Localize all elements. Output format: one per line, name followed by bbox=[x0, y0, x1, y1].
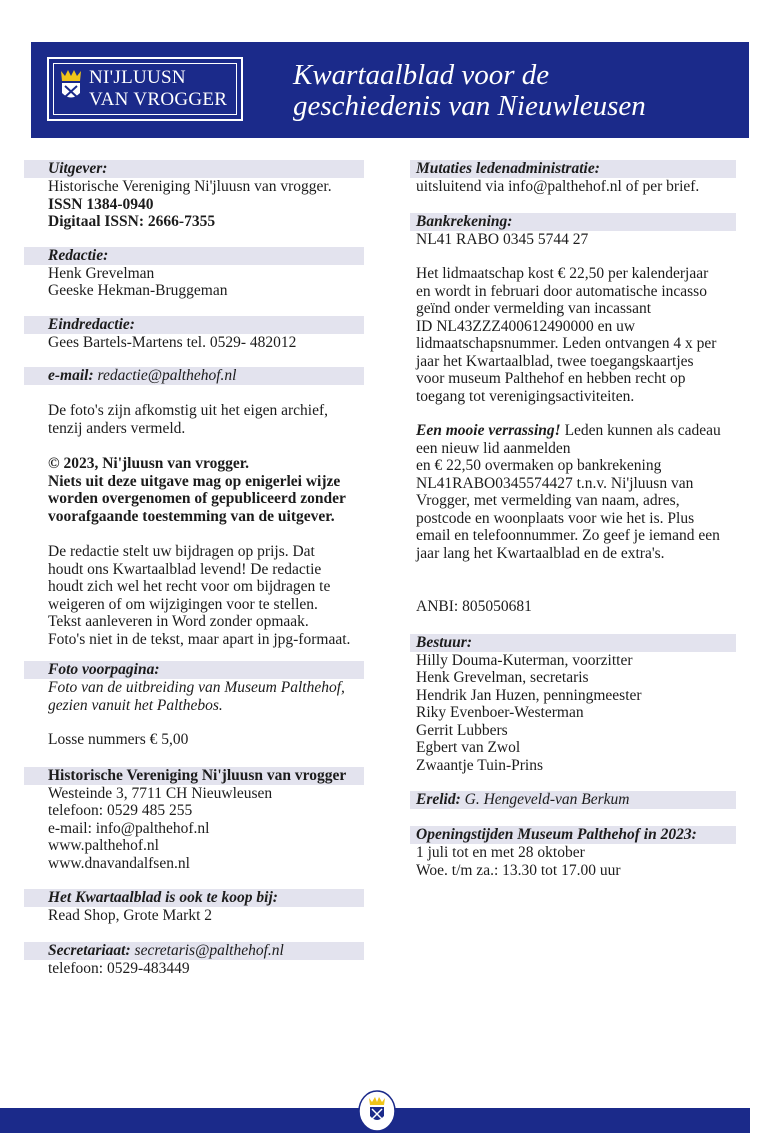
lidmaatschap-text bbox=[410, 265, 736, 405]
copyright-line: Niets uit deze uitgave mag op enigerlei wijze bbox=[48, 472, 341, 490]
crest-icon bbox=[358, 1090, 396, 1132]
verrassing-line: Leden kunnen als cadeau bbox=[560, 422, 721, 439]
redactie-text-line: De redactie stelt uw bijdragen op prijs. Dat bbox=[48, 543, 315, 560]
website-link[interactable]: www.palthehof.nl bbox=[48, 837, 159, 854]
copyright-line: © 2023, Ni'jluusn van vrogger. bbox=[48, 455, 250, 472]
fotos-line: tenzij anders vermeld. bbox=[48, 419, 186, 437]
koop-text: Read Shop, Grote Markt 2 bbox=[48, 907, 213, 924]
copyright-line: voorafgaande toestemming van de uitgever. bbox=[48, 507, 335, 525]
mutaties-text: uitsluitend via info@palthehof.nl of per brief. bbox=[416, 178, 700, 195]
erelid-label: Erelid: bbox=[416, 791, 461, 808]
issn: ISSN 1384-0940 bbox=[48, 195, 154, 213]
bank-text: NL41 RABO 0345 5744 27 bbox=[416, 230, 589, 248]
verrassing-text bbox=[410, 422, 736, 562]
email-label: e-mail: bbox=[48, 367, 94, 384]
redactie-text bbox=[24, 543, 364, 648]
redactie-text-line: houdt zich wel het recht voor om bijdragen te bbox=[48, 578, 331, 595]
anbi-number: ANBI: 805050681 bbox=[416, 598, 532, 615]
logo-line-1: NI'JLUUSN bbox=[89, 67, 186, 88]
erelid-value: G. Hengeveld-van Berkum bbox=[464, 791, 630, 808]
verrassing-line: postcode en woonplaats voor wie het is. Plus bbox=[416, 509, 695, 527]
title-line-2: geschiedenis van Nieuwleusen bbox=[293, 90, 646, 122]
bestuur-member: Henk Grevelman, secretaris bbox=[416, 669, 589, 686]
email-row bbox=[24, 367, 364, 385]
bestuur-label: Bestuur: bbox=[410, 634, 736, 652]
secretariaat-email[interactable]: secretaris@palthehof.nl bbox=[134, 941, 284, 959]
title-line-1: Kwartaalblad voor de bbox=[293, 59, 550, 91]
bestuur-member: Riky Evenboer-Westerman bbox=[416, 704, 584, 721]
verrassing-line: Vrogger, met vermelding van naam, adres, bbox=[416, 492, 680, 509]
redactie-body bbox=[24, 265, 364, 300]
mutaties-label: Mutaties ledenadministratie: bbox=[410, 160, 736, 178]
bestuur-member: Hilly Douma-Kuterman, voorzitter bbox=[416, 651, 633, 669]
losse-nummers: Losse nummers € 5,00 bbox=[48, 731, 189, 748]
vereniging-address bbox=[24, 785, 364, 873]
verrassing-line: en € 22,50 overmaken op bankrekening bbox=[416, 457, 662, 474]
secretariaat-label: Secretariaat: bbox=[48, 941, 131, 959]
koop-label: Het Kwartaalblad is ook te koop bij: bbox=[24, 889, 364, 907]
logo-line-2: VAN VROGGER bbox=[89, 89, 228, 110]
digitaal-issn: Digitaal ISSN: 2666-7355 bbox=[48, 213, 216, 230]
left-column bbox=[24, 160, 364, 977]
uitgever-line: Historische Vereniging Ni'jluusn van vrogger. bbox=[48, 178, 332, 195]
foto-voorpagina-text bbox=[24, 679, 364, 714]
bestuur-member: Egbert van Zwol bbox=[416, 739, 521, 756]
phone-line: telefoon: 0529 485 255 bbox=[48, 802, 193, 819]
redactie-name: Geeske Hekman-Bruggeman bbox=[48, 282, 228, 299]
verrassing-line: email en telefoonnummer. Zo geef je iemand een bbox=[416, 527, 720, 544]
verrassing-line: NL41RABO0345574427 t.n.v. Ni'jluusn van bbox=[416, 474, 694, 492]
foto-voorpagina-line: gezien vanuit het Palthebos. bbox=[48, 696, 223, 714]
verrassing-line: een nieuw lid aanmelden bbox=[416, 439, 571, 457]
redactie-text-line: weigeren of om wijzigingen voor te stellen. bbox=[48, 595, 318, 613]
vereniging-label: Historische Vereniging Ni'jluusn van vrogger bbox=[24, 767, 364, 785]
email-line[interactable]: e-mail: info@palthehof.nl bbox=[48, 819, 210, 837]
verrassing-heading: Een mooie verrassing! bbox=[416, 422, 561, 439]
verrassing-line: jaar lang het Kwartaalblad en de extra's. bbox=[416, 544, 665, 562]
redactie-text-line: houdt ons Kwartaalblad levend! De redactie bbox=[48, 560, 322, 578]
secretariaat-row bbox=[24, 942, 364, 960]
right-column bbox=[410, 160, 736, 879]
lidmaatschap-line: en wordt in februari door automatische incasso bbox=[416, 282, 707, 300]
website-link[interactable]: www.dnavandalfsen.nl bbox=[48, 854, 190, 872]
page-title bbox=[293, 60, 733, 122]
eindredactie-label: Eindredactie: bbox=[24, 316, 364, 334]
redactie-name: Henk Grevelman bbox=[48, 264, 155, 282]
lidmaatschap-line: voor museum Palthehof en hebben recht op bbox=[416, 370, 686, 387]
eindredactie-text: Gees Bartels-Martens tel. 0529- 482012 bbox=[48, 333, 297, 351]
redactie-text-line: Tekst aanleveren in Word zonder opmaak. bbox=[48, 613, 309, 630]
fotos-note bbox=[24, 402, 364, 437]
openingstijden-label: Openingstijden Museum Palthehof in 2023: bbox=[410, 826, 736, 844]
lidmaatschap-line: ID NL43ZZZ400612490000 en uw bbox=[416, 317, 636, 335]
fotos-line: De foto's zijn afkomstig uit het eigen archief, bbox=[48, 402, 328, 419]
bestuur-member: Gerrit Lubbers bbox=[416, 721, 508, 739]
uitgever-body bbox=[24, 178, 364, 231]
lidmaatschap-line: toegang tot verenigingsactiviteiten. bbox=[416, 387, 635, 405]
lidmaatschap-line: jaar het Kwartaalblad, twee toegangskaartjes bbox=[416, 352, 694, 370]
header-banner bbox=[31, 42, 749, 138]
foto-voorpagina-label: Foto voorpagina: bbox=[24, 661, 364, 679]
lidmaatschap-line: geïnd onder vermelding van incassant bbox=[416, 300, 652, 317]
email-value[interactable]: redactie@palthehof.nl bbox=[97, 367, 237, 384]
logo bbox=[47, 57, 243, 121]
secretariaat-phone: telefoon: 0529-483449 bbox=[48, 959, 190, 977]
erelid-row bbox=[410, 791, 736, 809]
lidmaatschap-line: Het lidmaatschap kost € 22,50 per kalenderjaar bbox=[416, 265, 709, 282]
address-line: Westeinde 3, 7711 CH Nieuwleusen bbox=[48, 784, 273, 802]
verrassing-first-line bbox=[416, 422, 736, 440]
copyright-notice bbox=[24, 455, 364, 525]
bestuur-list bbox=[410, 652, 736, 775]
crest-icon bbox=[59, 69, 83, 103]
openingstijden-line: 1 juli tot en met 28 oktober bbox=[416, 844, 585, 861]
openingstijden-line: Woe. t/m za.: 13.30 tot 17.00 uur bbox=[416, 861, 621, 879]
lidmaatschap-line: lidmaatschapsnummer. Leden ontvangen 4 x per bbox=[416, 335, 717, 352]
bestuur-member: Hendrik Jan Huzen, penningmeester bbox=[416, 686, 642, 704]
foto-voorpagina-line: Foto van de uitbreiding van Museum Palthehof, bbox=[48, 679, 345, 696]
openingstijden-text bbox=[410, 844, 736, 879]
bestuur-member: Zwaantje Tuin-Prins bbox=[416, 756, 544, 774]
redactie-text-line: Foto's niet in de tekst, maar apart in jpg-formaat. bbox=[48, 630, 351, 648]
bank-label: Bankrekening: bbox=[410, 213, 736, 231]
uitgever-label: Uitgever: bbox=[24, 160, 364, 178]
copyright-line: worden overgenomen of gepubliceerd zonder bbox=[48, 490, 346, 507]
redactie-label: Redactie: bbox=[24, 247, 364, 265]
